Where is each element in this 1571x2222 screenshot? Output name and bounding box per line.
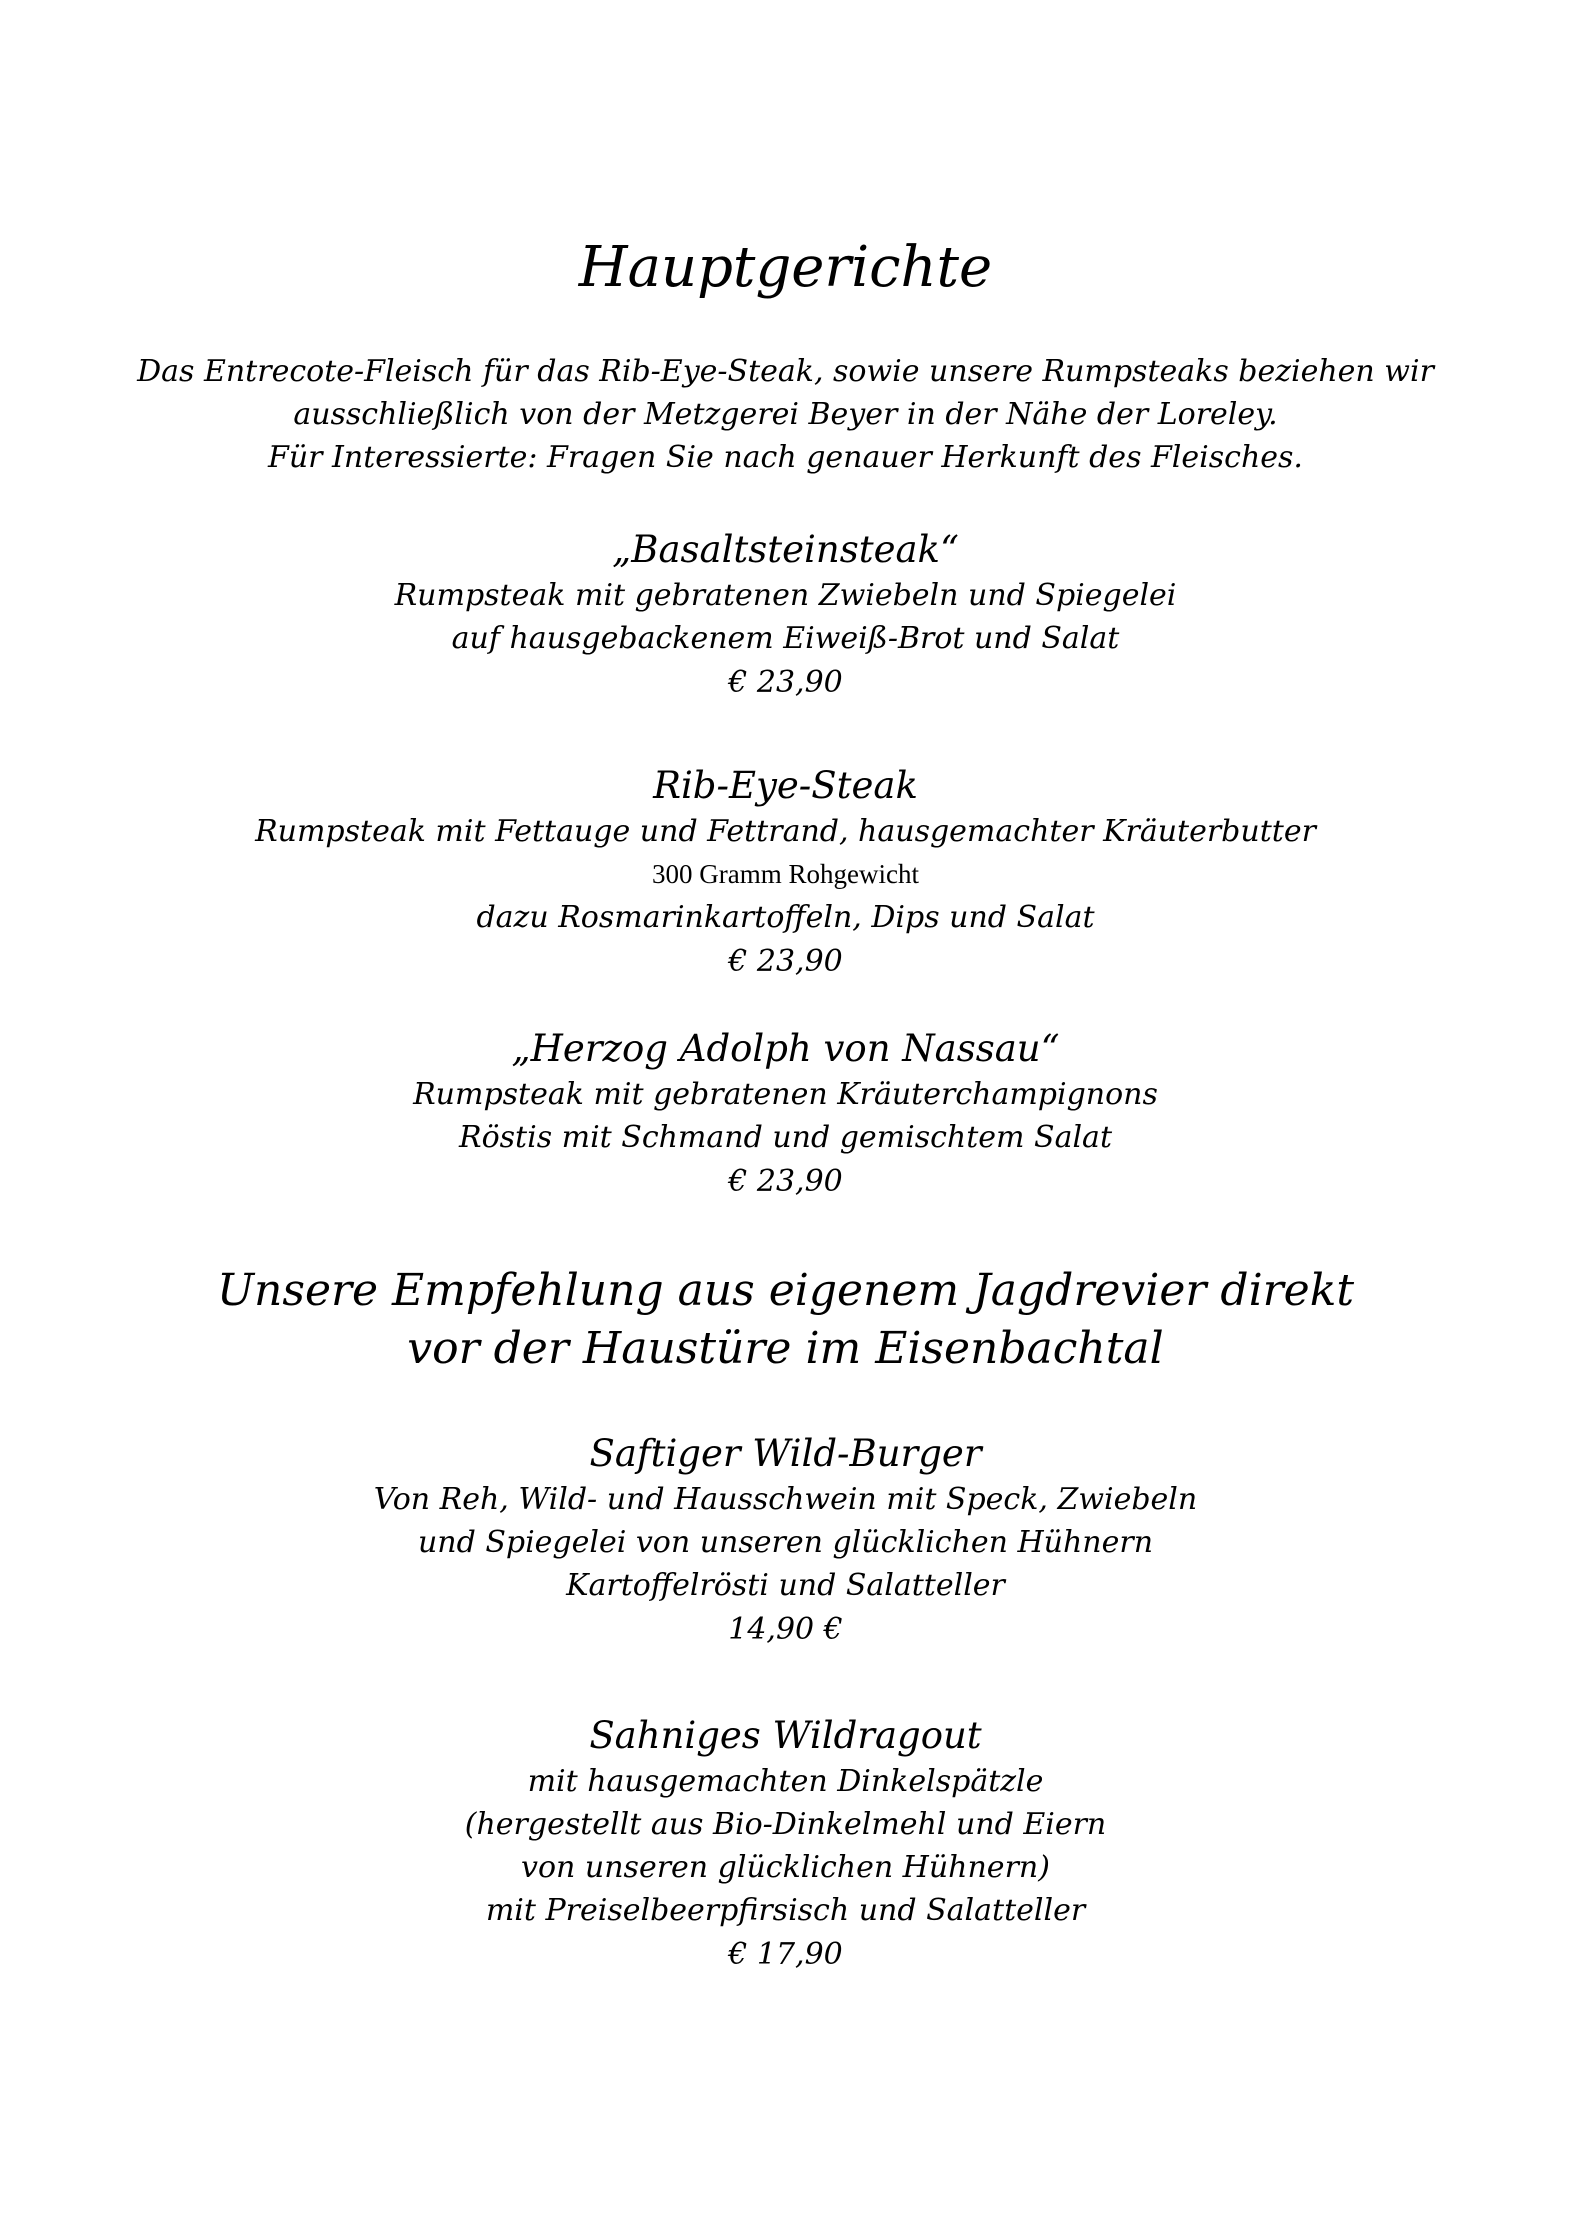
dish-description-line: Von Reh, Wild- und Hausschwein mit Speck, Zwiebeln <box>373 1482 1198 1517</box>
section-heading-line: vor der Haustüre im Eisenbachtal <box>407 1323 1164 1374</box>
dish-description-line: Röstis mit Schmand und gemischtem Salat <box>459 1120 1112 1155</box>
dish-weight-line: 300 Gramm Rohgewicht <box>652 859 919 889</box>
dish-name: „Herzog Adolph von Nassau“ <box>511 1027 1060 1070</box>
dish-description-line: Rumpsteak mit gebratenen Zwiebeln und Spiegelei <box>394 578 1177 613</box>
dish-description-line: dazu Rosmarinkartoffeln, Dips und Salat <box>476 900 1095 935</box>
dish-name: Sahniges Wildragout <box>589 1714 982 1757</box>
intro-line: ausschließlich von der Metzgerei Beyer in der Nähe der Loreley. <box>293 397 1278 432</box>
dish-price: € 23,90 <box>728 665 843 700</box>
dish-basaltsteinsteak <box>0 526 1571 706</box>
dish-wild-burger <box>0 1430 1571 1653</box>
dish-description-line: Rumpsteak mit gebratenen Kräuterchampignons <box>413 1077 1158 1112</box>
dish-wildragout <box>0 1712 1571 1978</box>
dish-description-line: Rumpsteak mit Fettauge und Fettrand, hausgemachter Kräuterbutter <box>255 814 1316 849</box>
intro-text <box>0 350 1571 479</box>
dish-description-line: mit hausgemachten Dinkelspätzle <box>527 1764 1044 1799</box>
dish-description-line: von unseren glücklichen Hühnern) <box>521 1850 1050 1885</box>
dish-name: Rib-Eye-Steak <box>653 764 918 807</box>
dish-description-line: und Spiegelei von unseren glücklichen Hühnern <box>417 1525 1154 1560</box>
dish-price: € 17,90 <box>728 1937 843 1972</box>
dish-description-line: (hergestellt aus Bio-Dinkelmehl und Eiern <box>464 1807 1107 1842</box>
dish-herzog-adolph <box>0 1025 1571 1205</box>
section-heading-line: Unsere Empfehlung aus eigenem Jagdrevier direkt <box>216 1265 1355 1316</box>
dish-rib-eye-steak <box>0 762 1571 985</box>
dish-description-line: auf hausgebackenem Eiweiß-Brot und Salat <box>451 621 1120 656</box>
dish-description-line: mit Preiselbeerpfirsisch und Salatteller <box>485 1893 1086 1928</box>
intro-line: Für Interessierte: Fragen Sie nach genauer Herkunft des Fleisches. <box>268 440 1303 475</box>
dish-price: € 23,90 <box>728 944 843 979</box>
section-heading <box>0 1262 1571 1378</box>
dish-price: € 23,90 <box>728 1164 843 1199</box>
dish-name: „Basaltsteinsteak“ <box>612 528 959 571</box>
page-title: Hauptgerichte <box>578 235 993 300</box>
dish-description-line: Kartoffelrösti und Salatteller <box>566 1568 1005 1603</box>
dish-name: Saftiger Wild-Burger <box>589 1432 982 1475</box>
intro-line: Das Entrecote-Fleisch für das Rib-Eye-Steak, sowie unsere Rumpsteaks beziehen wir <box>137 354 1434 389</box>
dish-price: 14,90 € <box>728 1612 843 1647</box>
